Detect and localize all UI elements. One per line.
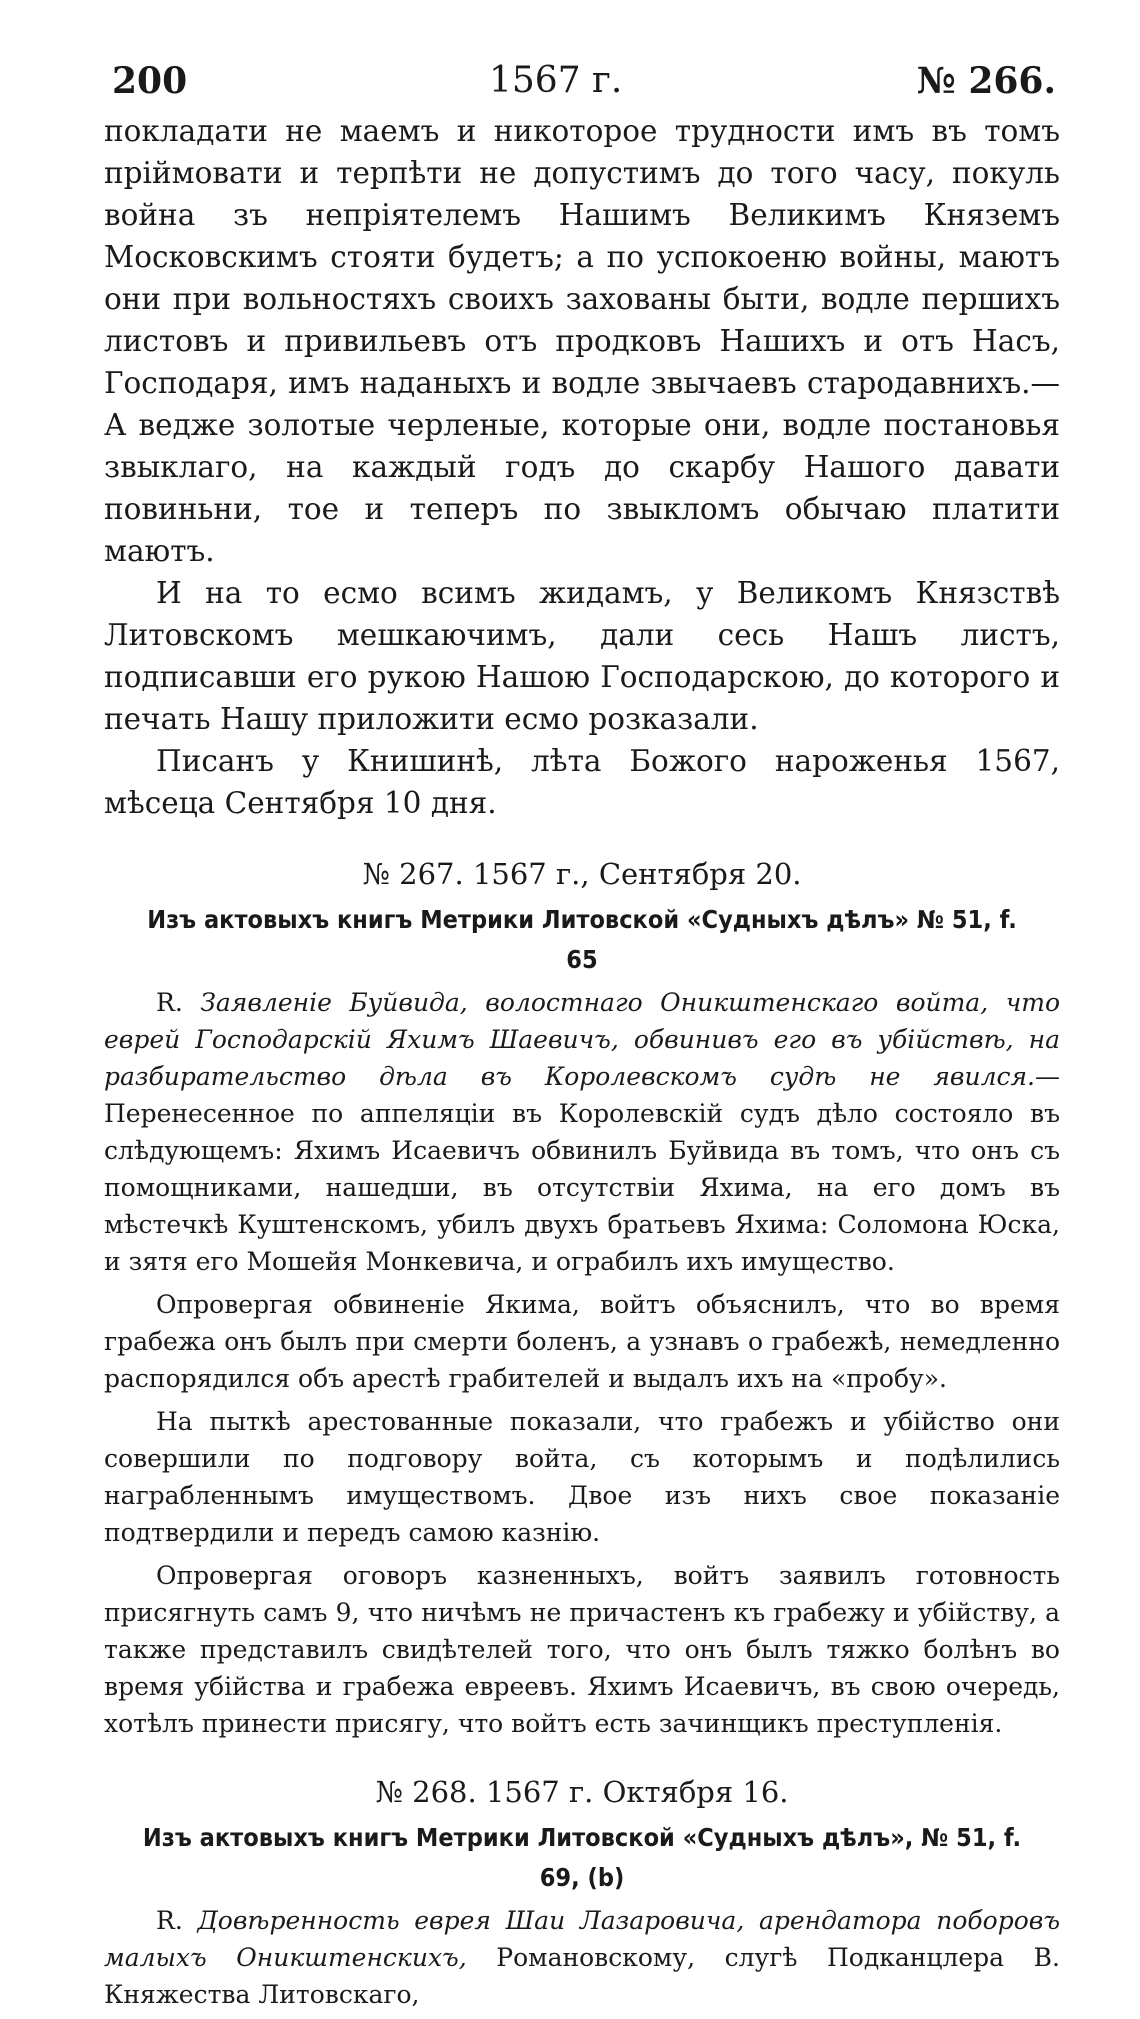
page bbox=[104, 50, 1060, 2019]
doc-267-summary-rest: —Перенесенное по аппеляціи въ Королевскій судъ дѣло состояло въ слѣдующемъ: Яхимъ Исаевичъ обвинилъ Буйвида въ томъ, что онъ съ помощниками, нашедши, въ отсутствіи Яхима, на его домъ въ мѣстечкѣ Куштенскомъ, убилъ двухъ братьевъ Яхима: Соломона Юска, и зятя его Мошейя Монкевича, и ограбилъ ихъ имущество. bbox=[104, 1062, 1060, 1276]
header-year: 1567 г. bbox=[489, 60, 623, 101]
doc-268-summary-rest: Романовскому, слугѣ Подканцлера В. Княжества Литовскаго, bbox=[104, 1943, 1060, 2009]
doc-266-paragraph-2: И на то есмо всимъ жидамъ, у Великомъ Князствѣ Литовскомъ мешкаючимъ, дали сесь Нашъ листъ, подписавши его рукою Нашою Господарскою, до которого и печать Нашу приложити есмо розказали. bbox=[104, 576, 1060, 736]
doc-267-paragraph-3: На пыткѣ арестованные показали, что грабежъ и убійство они совершили по подговору войта, съ которымъ и подѣлились награбленнымъ имуществомъ. Двое изъ нихъ свое показаніе подтвердили и передъ самою казнію. bbox=[104, 1407, 1060, 1547]
doc-267-paragraph-4: Опровергая оговоръ казненныхъ, войтъ заявилъ готовность присягнуть самъ 9, что ничѣмъ не причастенъ къ грабежу и убійству, а также представилъ свидѣтелей того, что онъ былъ тяжко болѣнъ во время убійства и грабежа евреевъ. Яхимъ Исаевичъ, въ свою очередь, хотѣлъ принести присягу, что войтъ есть зачинщикъ преступленія. bbox=[104, 1561, 1060, 1738]
doc-268-heading: № 268. 1567 г. Октября 16. bbox=[375, 1775, 789, 1809]
doc-267-paragraph-2: Опровергая обвиненіе Якима, войтъ объяснилъ, что во время грабежа онъ былъ при смерти боленъ, а узнавъ о грабежѣ, немедленно распорядился объ арестѣ грабителей и выдалъ ихъ на «пробу». bbox=[104, 1290, 1060, 1393]
doc-268-summary: Довѣренность еврея Шаи Лазаровича, арендатора поборовъ малыхъ Оникштенскихъ, bbox=[104, 1906, 1060, 1972]
doc-266-paragraph-1: покладати не маемъ и никоторое трудности имъ въ томъ пріймовати и терпѣти не допустимъ до того часу, покуль война зъ непріятелемъ Нашимъ Великимъ Княземъ Московскимъ стояти будетъ; а по успокоеню войны, маютъ они при вольностяхъ своихъ захованы быти, водле першихъ листовъ и привильевъ отъ продковъ Нашихъ и отъ Насъ, Господаря, имъ наданыхъ и водле звычаевъ стародавнихъ.—А ведже золотые черленые, которые они, водле постановья звыклаго, на каждый годъ до скарбу Нашого давати повиньни, тое и теперъ по звыкломъ обычаю платити маютъ. bbox=[104, 114, 1060, 568]
page-header bbox=[104, 50, 1060, 110]
doc-268-summary-paragraph bbox=[104, 1902, 1060, 2013]
doc-267-heading: № 267. 1567 г., Сентября 20. bbox=[362, 857, 802, 891]
page-number: 200 bbox=[112, 60, 188, 102]
doc-268-summary-prefix: R. bbox=[156, 1906, 198, 1935]
doc-266-paragraph-3: Писанъ у Книшинѣ, лѣта Божого нароженья 1567, мѣсеца Сентября 10 дня. bbox=[104, 744, 1060, 820]
doc-266-body bbox=[104, 110, 1060, 824]
doc-267-source: Изъ актовыхъ книгъ Метрики Литовской «Судныхъ дѣлъ» № 51, f. 65 bbox=[147, 905, 1017, 974]
header-doc-number: № 266. bbox=[916, 60, 1056, 102]
doc-267-summary-prefix: R. bbox=[156, 988, 201, 1017]
doc-267-section bbox=[104, 854, 1060, 1742]
doc-267-summary: Заявленіе Буйвида, волостнаго Оникштенскаго войта, что еврей Господарскій Яхимъ Шаевичъ, обвинивъ его въ убійствѣ, на разбирательство дѣла въ Королевскомъ судѣ не явился. bbox=[104, 988, 1061, 1091]
doc-267-summary-paragraph bbox=[104, 984, 1060, 1280]
doc-268-section bbox=[104, 1772, 1060, 2013]
doc-268-source: Изъ актовыхъ книгъ Метрики Литовской «Судныхъ дѣлъ», № 51, f. 69, (b) bbox=[142, 1823, 1022, 1892]
